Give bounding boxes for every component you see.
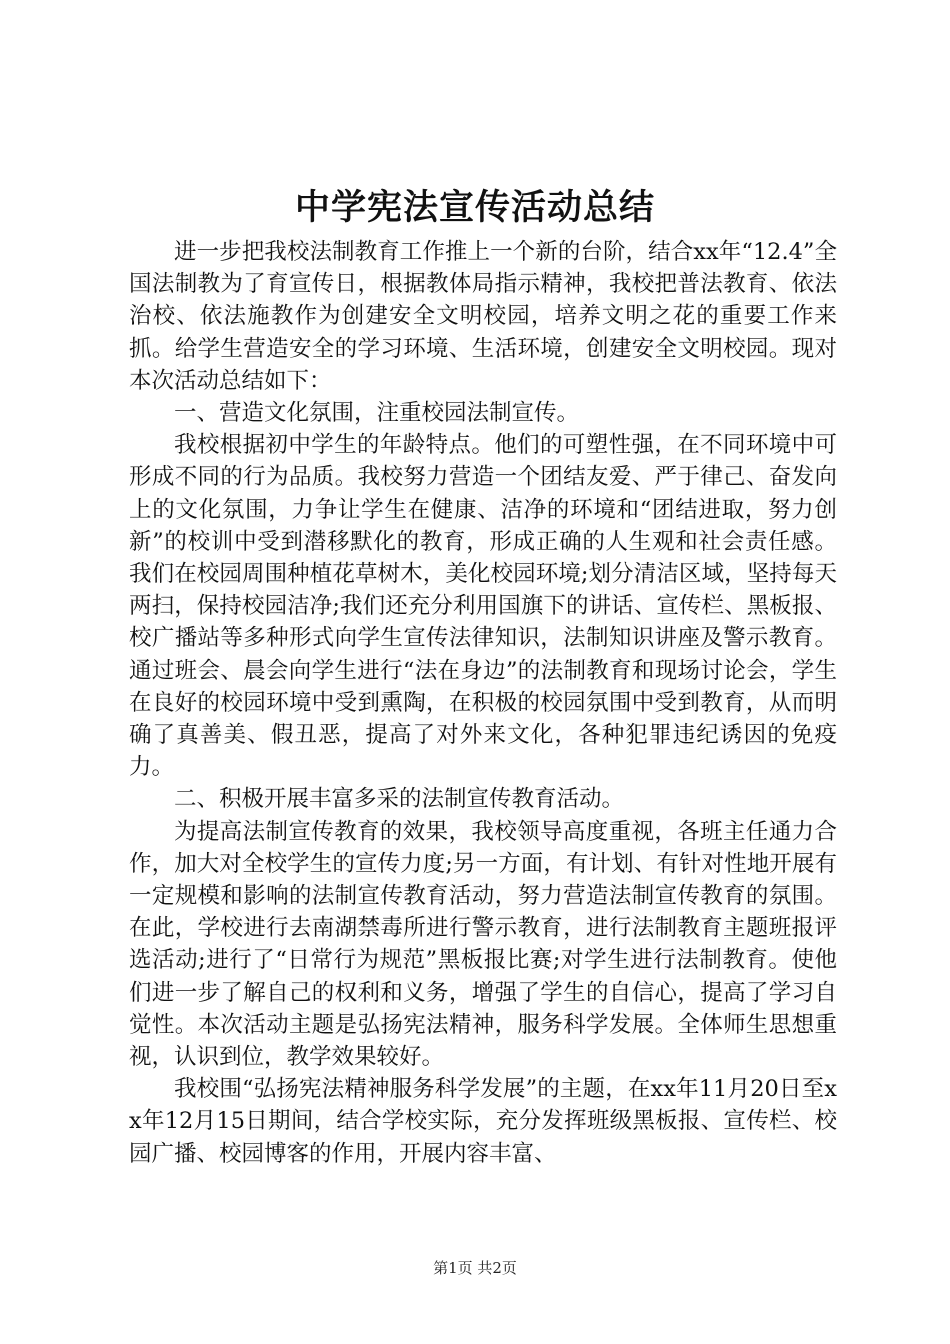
- paragraph-section-2: 为提高法制宣传教育的效果，我校领导高度重视，各班主任通力合作，加大对全校学生的宣传力度;另一方面，有计划、有针对性地开展有一定规模和影响的法制宣传教育活动，努力营造法制宣传教育的氛围。在此，学校进行去南湖禁毒所进行警示教育，进行法制教育主题班报评选活动;进行了“日常行为规范”黑板报比赛;对学生进行法制教育。使他们进一步了解自己的权利和义务，增强了学生的自信心，提高了学习自觉性。本次活动主题是弘扬宪法精神，服务科学发展。全体师生思想重视，认识到位，教学效果较好。: [129, 818, 837, 1071]
- paragraph-section-1: 我校根据初中学生的年龄特点。他们的可塑性强，在不同环境中可形成不同的行为品质。我校努力营造一个团结友爱、严于律己、奋发向上的文化氛围，力争让学生在健康、洁净的环境和“团结进取，努力创新”的校训中受到潜移默化的教育，形成正确的人生观和社会责任感。我们在校园周围种植花草树木，美化校园环境;划分清洁区域，坚持每天两扫，保持校园洁净;我们还充分利用国旗下的讲话、宣传栏、黑板报、校广播站等多种形式向学生宣传法律知识，法制知识讲座及警示教育。通过班会、晨会向学生进行“法在身边”的法制教育和现场讨论会，学生在良好的校园环境中受到熏陶，在积极的校园氛围中受到教育，从而明确了真善美、假丑恶，提高了对外来文化，各种犯罪违纪诱因的免疫力。: [129, 432, 837, 781]
- paragraph-intro: 进一步把我校法制教育工作推上一个新的台阶，结合xx年“12.4”全国法制教为了育宣传日，根据教体局指示精神，我校把普法教育、依法治校、依法施教作为创建安全文明校园，培养文明之花的重要工作来抓。给学生营造安全的学习环境、生活环境，创建安全文明校园。现对本次活动总结如下：: [129, 239, 837, 394]
- section-heading-1: 一、营造文化氛围，注重校园法制宣传。: [174, 400, 580, 427]
- document-title: 中学宪法宣传活动总结: [294, 188, 655, 228]
- document-body: [129, 236, 837, 1170]
- section-heading-2: 二、积极开展丰富多采的法制宣传教育活动。: [174, 786, 625, 813]
- paragraph-theme-activity: 我校围“弘扬宪法精神服务科学发展”的主题，在xx年11月20日至xx年12月15日期间，结合学校实际，充分发挥班级黑板报、宣传栏、校园广播、校园博客的作用，开展内容丰富、: [129, 1076, 837, 1167]
- page-number-footer: 第1页 共2页: [433, 1259, 517, 1277]
